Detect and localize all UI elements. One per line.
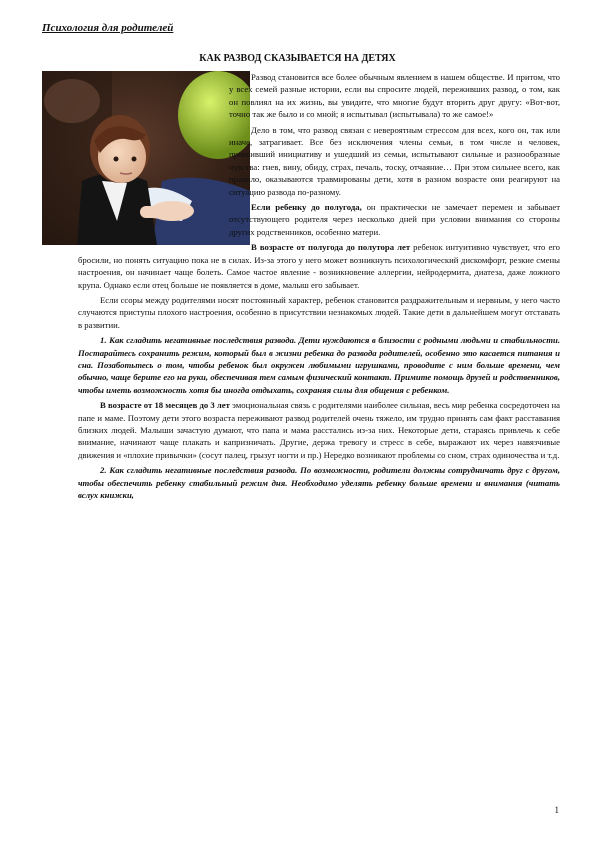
paragraph-stress: Дело в том, что развод связан с невероятным стрессом для всех, кого он, так или иначе, затрагивает. Все без исключения члены семьи, в том числе и человек, проявивший инициативу и ушедший из семьи, испытывают сильные и разнообразные чувства: гнев, вину, обиду, страх, печаль, тоску, отчаяние… При этом сильнее всего, как правило, оказываются травмированы дети, хотя в разном возрасте они реагируют на ситуацию развода по-разному. xyxy=(229,124,560,197)
article-title: КАК РАЗВОД СКАЗЫВАЕТСЯ НА ДЕТЯХ xyxy=(199,53,396,64)
paragraph-18-months-3-years xyxy=(78,399,560,461)
age-highlight: Если ребенку до полугода, xyxy=(251,202,362,213)
paragraph-intro: Развод становится все более обычным явлением в нашем обществе. И притом, что у всех семей разные истории, если вы спросите людей, переживших развод, о том, как он повлиял на их жизнь, вы увидите, что многие будут вторить друг другу: «Вот-вот, точно так же было и со мной; я испытывал (испытывала) то же самое!» xyxy=(229,72,560,120)
age-highlight: В возрасте от полугода до полутора лет xyxy=(251,242,411,253)
paragraph-text: эмоциональная связь с родителями наиболее сильная, весь мир ребенка сосредоточен на папе и маме. Поэтому дети этого возраста переживают развод родителей очень тяжело, им трудно принять сам факт расставания близких людей. Малыши зачастую думают, что папа и мама расстались из-за них. Некоторые дети, стараясь привлечь к себе внимание, начинают чаще плакать и капризничать. Другие, держа тревогу и стресс в себе, выражают их через навязчивые движения и «плохие привычки» (сосут палец, грызут ногти и пр.) Нередко возникают проблемы со сном, страх одиночества и т.д. xyxy=(78,400,561,460)
tip-1: 1. Как сгладить негативные последствия развода. Дети нуждаются в близости с родными людьми и стабильности. Постарайтесь сохранить режим, который был в жизни ребенка до развода родителей, особенно это касается питания и сна. Позаботьтесь о том, чтобы ребенок был окружен любимыми игрушками, проводите с ним больше времени, чем обычно, чаще берите его на руки, обеспечивая тем самым физический контакт. Примите помощь друзей и родственников, чтобы иметь возможность хотя бы иногда отдыхать, сохраняя силы для общения с ребенком. xyxy=(78,335,560,395)
paragraph-text: ребенок интуитивно чувствует, что его бросили, но понять ситуацию пока не в силах. Из-за этого у него может возникнуть психологический дискомфорт, резкие смены настроения, он начинает чаще болеть. Самое частое явление - возникновение аллергии, нейродермита, диатеза, даже ложного крупа. Однако если отец больше не появляется в доме, малыш его забывает. xyxy=(78,242,560,290)
tip-text: По возможности, родители должны сотрудничать друг с другом, чтобы обеспечить ребенку стабильный режим дня. Необходимо уделять ребенку больше времени и внимания (читать вслух книжки, xyxy=(78,465,560,500)
paragraph-quarrels: Если ссоры между родителями носят постоянный характер, ребенок становится раздражительным и нервным, у него часто случаются приступы плохого настроения, особенно в присутствии незнакомых людей. Такие дети в дальнейшем могут отставать в развитии. xyxy=(78,294,560,330)
tip-2 xyxy=(78,464,560,501)
page-header: Психология для родителей xyxy=(42,22,174,34)
article-body xyxy=(78,71,560,504)
paragraph-text: он практически не замечает перемен и забывает отсутствующего родителя через несколько дней при условии внимания со стороны других родственников, особенно матери. xyxy=(229,202,560,237)
age-highlight: В возрасте от 18 месяцев до 3 лет xyxy=(100,400,230,411)
page-number: 1 xyxy=(554,805,559,815)
paragraph-half-to-one-and-half xyxy=(78,241,560,291)
tip-heading: 2. Как сгладить негативные последствия развода. xyxy=(100,465,298,476)
